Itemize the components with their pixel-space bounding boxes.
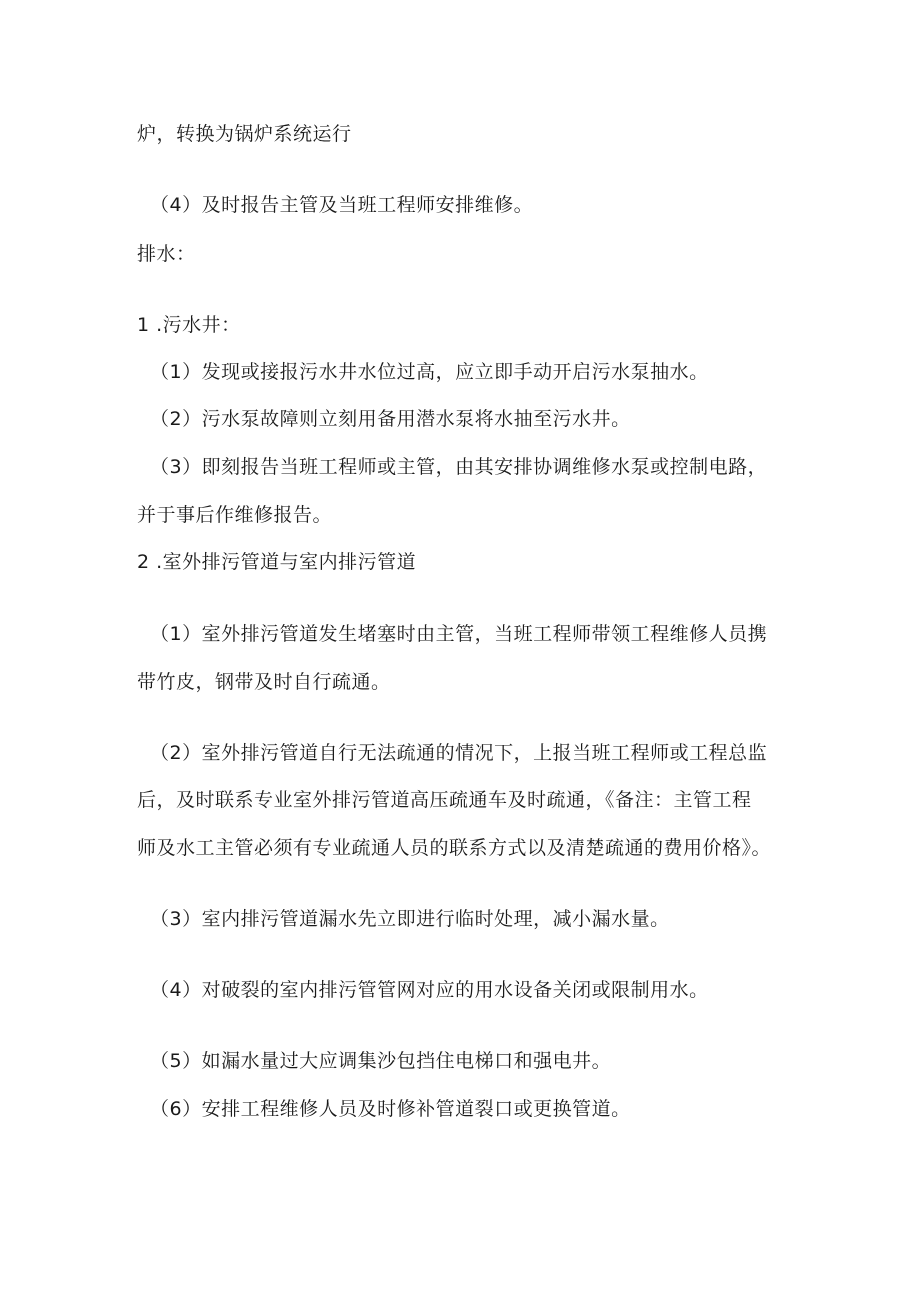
text-line: （2）室外排污管道自行无法疏通的情况下，上报当班工程师或工程总监 [150,742,768,764]
section-heading: 排水： [137,243,196,265]
text-line: （3）即刻报告当班工程师或主管，由其安排协调维修水泵或控制电路， [150,456,768,478]
text-line: （4）及时报告主管及当班工程师安排维修。 [150,194,534,216]
text-line: 带竹皮，钢带及时自行疏通。 [137,671,391,693]
text-line: （1）发现或接报污水井水位过高，应立即手动开启污水泵抽水。 [150,361,709,383]
text-line: （2）污水泵故障则立刻用备用潜水泵将水抽至污水井。 [150,408,631,430]
text-line: 后，及时联系专业室外排污管道高压疏通车及时疏通，《备注：主管工程 [137,789,752,811]
text-line: （4）对破裂的室内排污管管网对应的用水设备关闭或限制用水。 [150,979,709,1001]
subsection-heading: 1 .污水井： [137,314,241,336]
text-line: （1）室外排污管道发生堵塞时由主管，当班工程师带领工程维修人员携 [150,623,768,645]
text-line: 炉，转换为锅炉系统运行 [137,123,352,145]
text-line: 师及水工主管必须有专业疏通人员的联系方式以及清楚疏通的费用价格》。 [137,837,772,859]
text-line: 并于事后作维修报告。 [137,504,333,526]
text-line: （6）安排工程维修人员及时修补管道裂口或更换管道。 [150,1098,631,1120]
text-line: （3）室内排污管道漏水先立即进行临时处理，减小漏水量。 [150,908,670,930]
text-line: （5）如漏水量过大应调集沙包挡住电梯口和强电井。 [150,1050,612,1072]
subsection-heading: 2 .室外排污管道与室内排污管道 [137,551,417,573]
